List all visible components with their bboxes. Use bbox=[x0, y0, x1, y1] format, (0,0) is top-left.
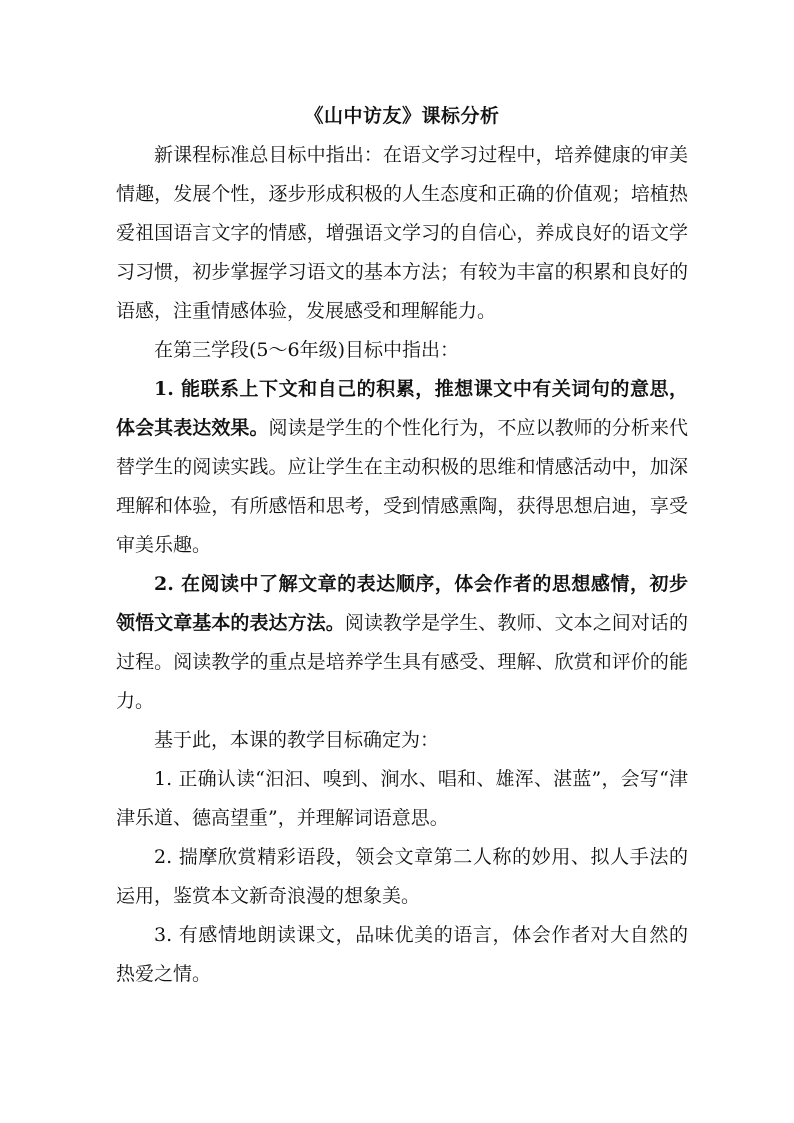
paragraph-stage-three-intro: 在第三学段(5～6年级)目标中指出： bbox=[154, 339, 460, 361]
stage-goal-2-heading: 2. 在阅读中了解文章的表达顺序，体会作者的思想感情，初步领悟文章基本的表达方法。 bbox=[116, 573, 688, 634]
paragraph-teaching-goal-3: 3. 有感情地朗读课文，品味优美的语言，体会作者对大自然的热爱之情。 bbox=[116, 924, 688, 985]
stage-goal-1-text: 阅读是学生的个性化行为，不应以教师的分析来代替学生的阅读实践。应让学生在主动积极的思维和情感活动中，加深理解和体验，有所感悟和思考，受到情感熏陶，获得思想启迪，享受审美乐趣。 bbox=[116, 417, 688, 556]
stage-goal-1-heading: 1. 能联系上下文和自己的积累，推想课文中有关词句的意思，体会其表达效果。 bbox=[116, 378, 688, 439]
document-title: 《山中访友》课标分析 bbox=[304, 105, 500, 127]
paragraph-stage-goal-2 bbox=[116, 565, 688, 721]
paragraph-curriculum-goal: 新课程标准总目标中指出：在语文学习过程中，培养健康的审美情趣，发展个性，逐步形成积极的人生态度和正确的价值观；培植热爱祖国语言文字的情感，增强语文学习的自信心，养成良好的语文学习习惯，初步掌握学习语文的基本方法；有较为丰富的积累和良好的语感，注重情感体验，发展感受和理解能力。 bbox=[116, 144, 688, 322]
paragraph-teaching-goal-2: 2. 揣摩欣赏精彩语段，领会文章第二人称的妙用、拟人手法的运用，鉴赏本文新奇浪漫的想象美。 bbox=[116, 846, 688, 907]
paragraph-stage-goal-1 bbox=[116, 370, 688, 565]
document-body bbox=[116, 96, 688, 994]
paragraph-teaching-goal-1: 1. 正确认读“汩汩、嗅到、涧水、唱和、雄浑、湛蓝”，会写“津津乐道、德高望重”，并理解词语意思。 bbox=[116, 768, 688, 829]
stage-goal-2-text: 阅读教学是学生、教师、文本之间对话的过程。阅读教学的重点是培养学生具有感受、理解、欣赏和评价的能力。 bbox=[116, 612, 688, 712]
paragraph-teaching-goal-intro: 基于此，本课的教学目标确定为： bbox=[154, 729, 440, 751]
